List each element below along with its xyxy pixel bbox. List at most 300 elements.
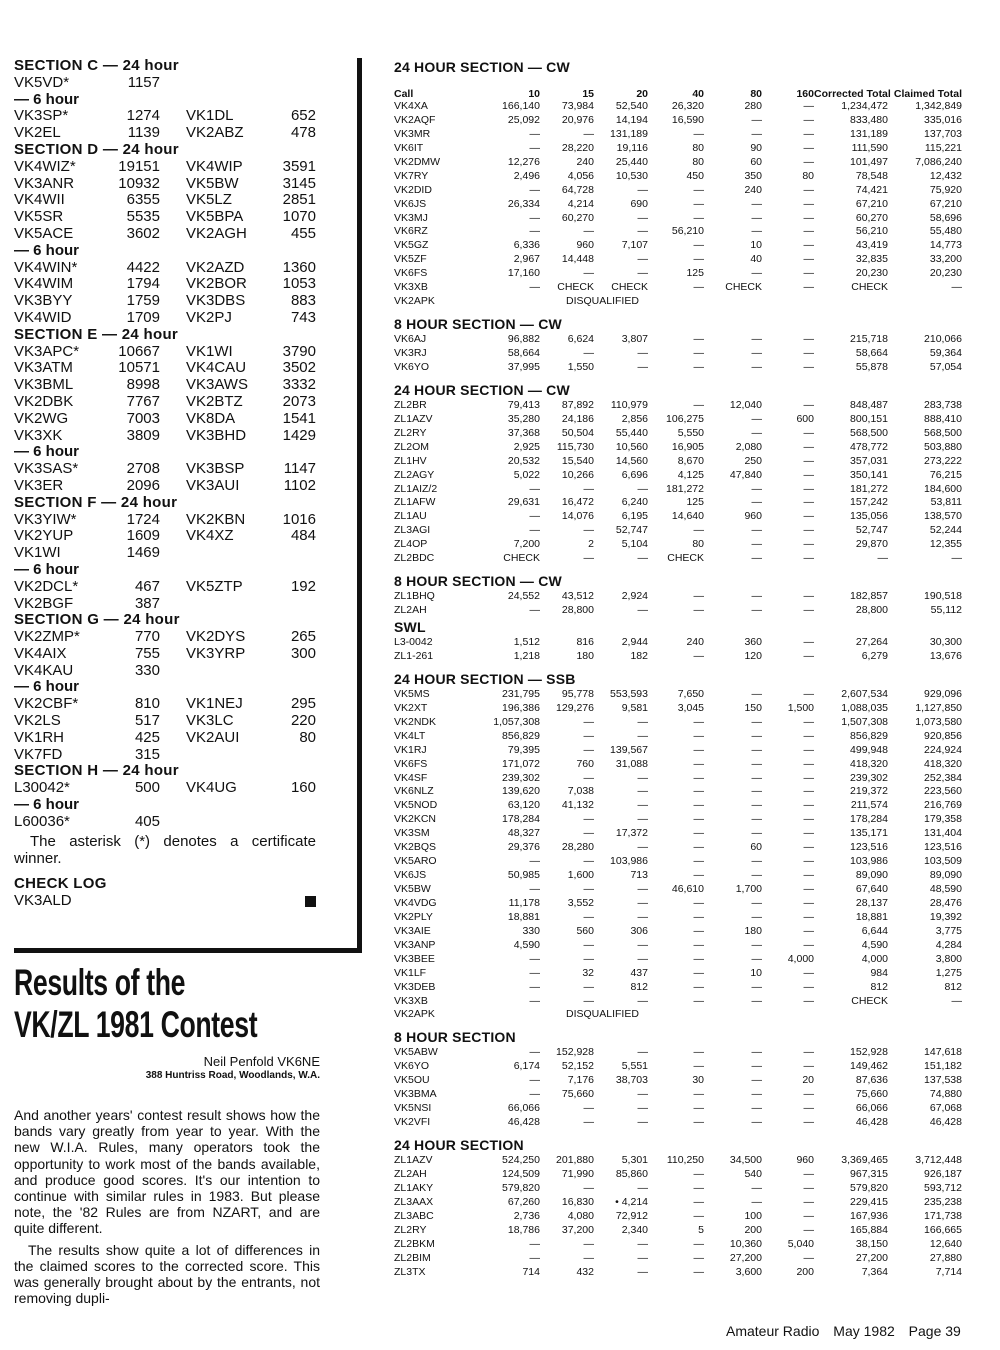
table-row xyxy=(394,455,966,469)
score-cell: 55,480 xyxy=(929,225,962,238)
score-cell: 239,302 xyxy=(850,771,888,784)
score-cell: 30 xyxy=(692,1074,704,1087)
score-cell: — xyxy=(583,938,594,951)
score-cell: 12,040 xyxy=(729,398,762,411)
score-cell: 48,590 xyxy=(929,883,962,895)
score-cell: — xyxy=(583,1102,594,1115)
check-log-heading: CHECK LOG xyxy=(14,874,107,892)
score-cell: 71,990 xyxy=(561,1167,594,1180)
score-cell: 9,581 xyxy=(621,701,648,714)
score-cell: 47,840 xyxy=(729,468,762,481)
score-cell: 14,560 xyxy=(615,454,648,467)
score-line xyxy=(14,461,360,478)
call-cell: VK6JS xyxy=(394,197,427,210)
subsection-heading xyxy=(14,679,360,696)
score-cell: 18,881 xyxy=(507,910,540,923)
results-section-title: 24 HOUR SECTION — CW xyxy=(394,59,570,75)
callsign: VK2ABZ xyxy=(186,124,244,142)
score-cell: 812 xyxy=(944,980,962,993)
score-cell: 28,220 xyxy=(561,141,594,154)
score-line xyxy=(14,629,360,646)
score-cell: — xyxy=(803,454,814,467)
score-cell: 48,327 xyxy=(507,827,540,840)
callsign: VK2LS xyxy=(14,712,61,730)
score-cell: 103,986 xyxy=(610,855,648,868)
score-cell: 58,664 xyxy=(855,347,888,359)
table-row xyxy=(394,981,966,995)
score: 425 xyxy=(134,728,160,746)
table-row xyxy=(394,604,966,618)
score-cell: — xyxy=(951,281,962,294)
score-cell: 273,222 xyxy=(924,454,962,467)
score: 330 xyxy=(134,661,160,679)
column-header: 10 xyxy=(528,88,540,100)
score-cell: — xyxy=(751,757,762,770)
score-cell: 856,829 xyxy=(850,729,888,742)
score-cell: 50,985 xyxy=(507,869,540,882)
score-cell: 100 xyxy=(744,1209,762,1222)
callsign: VK2DBK xyxy=(14,392,74,410)
score-cell: 26,334 xyxy=(507,197,540,210)
score-cell: — xyxy=(637,799,648,812)
call-cell: ZL2AGY xyxy=(394,468,435,481)
score-cell: — xyxy=(583,127,594,140)
disqualified-label: DISQUALIFIED xyxy=(566,1008,639,1021)
score-cell: — xyxy=(803,883,814,895)
table-row xyxy=(394,590,966,604)
callsign: VK4XZ xyxy=(186,527,234,545)
score-cell: — xyxy=(751,604,762,617)
score-cell: 216,769 xyxy=(924,799,962,812)
score-cell: — xyxy=(529,604,540,617)
score-cell: — xyxy=(693,799,704,812)
score-cell: 14,194 xyxy=(615,113,648,126)
score-cell: — xyxy=(803,649,814,662)
call-cell: ZL3AAX xyxy=(394,1195,434,1208)
score-cell: 79,395 xyxy=(507,743,540,756)
score-cell: 350,141 xyxy=(850,468,888,481)
score-cell: 125 xyxy=(686,496,704,509)
score-cell: 2,924 xyxy=(621,590,648,603)
results-section-title: 24 HOUR SECTION — CW xyxy=(394,381,570,398)
score-cell: — xyxy=(751,1074,762,1087)
callsign: VK2BTZ xyxy=(186,392,243,410)
callsign: VK5BPA xyxy=(186,208,244,226)
score-cell: 210,066 xyxy=(924,333,962,346)
page-footer xyxy=(726,1323,971,1339)
score: 2096 xyxy=(126,476,160,494)
score-cell: — xyxy=(693,743,704,756)
score-cell: — xyxy=(751,197,762,210)
callsign: L60036* xyxy=(14,812,70,830)
callsign: VK3SAS* xyxy=(14,460,79,478)
table-row xyxy=(394,827,966,841)
score-cell: — xyxy=(803,1116,814,1129)
table-row xyxy=(394,1060,966,1074)
score-cell: — xyxy=(751,211,762,224)
call-cell: VK2BQS xyxy=(394,841,437,854)
score-cell: 56,210 xyxy=(671,225,704,238)
score-cell: — xyxy=(693,1046,704,1059)
score-cell: — xyxy=(751,813,762,826)
score-cell: 33,200 xyxy=(929,253,962,266)
score-cell: 67,640 xyxy=(855,883,888,895)
callsign: VK4WID xyxy=(14,308,72,326)
callsign: VK3BSP xyxy=(186,460,245,478)
score-cell: — xyxy=(693,785,704,798)
score-cell: 1,700 xyxy=(735,883,762,895)
table-row xyxy=(394,1238,966,1252)
score-cell: 182,857 xyxy=(850,590,888,603)
score-cell: 16,905 xyxy=(671,440,704,453)
callsign: VK5BW xyxy=(186,174,239,192)
callsign: VK3BHD xyxy=(186,426,247,444)
score-cell: — xyxy=(637,813,648,826)
score-line xyxy=(14,596,360,613)
score-cell: 4,214 xyxy=(567,197,594,210)
score-cell: — xyxy=(751,855,762,868)
callsign: VK3DBS xyxy=(186,292,246,310)
table-row xyxy=(394,650,966,664)
score-cell: 167,936 xyxy=(850,1209,888,1222)
score-line xyxy=(14,646,360,663)
score-cell: — xyxy=(803,347,814,359)
score: 295 xyxy=(290,695,316,713)
score-cell: 4,284 xyxy=(935,938,962,951)
score-cell: — xyxy=(751,496,762,509)
call-cell: VK3BEE xyxy=(394,952,435,965)
score-cell: 5,104 xyxy=(621,538,648,551)
score-line xyxy=(14,528,360,545)
score-cell: — xyxy=(803,1195,814,1208)
score-cell: — xyxy=(529,1251,540,1264)
callsign: VK2EL xyxy=(14,124,61,142)
score-cell: — xyxy=(803,100,814,112)
score-line xyxy=(14,512,360,529)
score-cell: — xyxy=(637,267,648,280)
score-cell: 2,925 xyxy=(513,440,540,453)
table-row xyxy=(394,939,966,953)
score-cell: 568,500 xyxy=(850,426,888,439)
callsign: VK3ATM xyxy=(14,359,73,377)
table-row xyxy=(394,702,966,716)
score: 2073 xyxy=(282,392,316,410)
score-cell: — xyxy=(529,482,540,495)
score-cell: 75,920 xyxy=(929,183,962,196)
score-cell: — xyxy=(803,799,814,812)
column-header: Call xyxy=(394,88,414,100)
score: 1709 xyxy=(126,308,160,326)
score-cell: 7,714 xyxy=(935,1265,962,1278)
score-cell: 37,995 xyxy=(507,360,540,373)
subsection-heading-text: — 6 hour xyxy=(14,560,80,578)
score-cell: 50,504 xyxy=(561,426,594,439)
score-cell: 137,703 xyxy=(924,127,962,140)
score-cell: — xyxy=(693,347,704,359)
score-cell: 19,392 xyxy=(929,910,962,923)
callsign: VK1NEJ xyxy=(186,695,243,713)
table-row xyxy=(394,1168,966,1182)
score-cell: — xyxy=(693,333,704,346)
score-cell: — xyxy=(529,1237,540,1250)
score-cell: — xyxy=(529,183,540,196)
score-cell: 115,221 xyxy=(924,141,962,154)
score-cell: — xyxy=(751,552,762,565)
score-cell: 20,230 xyxy=(855,267,888,280)
call-cell: ZL2RY xyxy=(394,426,427,439)
score-cell: — xyxy=(803,994,814,1007)
score-cell: 67,210 xyxy=(855,197,888,210)
callsign: VK2DYS xyxy=(186,628,246,646)
score-cell: 478,772 xyxy=(850,440,888,453)
table-row xyxy=(394,253,966,267)
score-cell: — xyxy=(693,1060,704,1073)
score-cell: 2,080 xyxy=(735,440,762,453)
score-cell: 4,590 xyxy=(861,938,888,951)
score-cell: 89,090 xyxy=(855,869,888,882)
callsign: VK3LC xyxy=(186,712,234,730)
score-cell: 137,538 xyxy=(924,1074,962,1087)
score-cell: — xyxy=(803,827,814,840)
score: 5535 xyxy=(126,208,160,226)
score-cell: 60 xyxy=(750,155,762,168)
call-cell: ZL2RY xyxy=(394,1223,427,1236)
score-cell: — xyxy=(803,1102,814,1115)
score-cell: 27,264 xyxy=(855,636,888,648)
score-cell: 111,590 xyxy=(851,141,888,154)
score-cell: — xyxy=(693,197,704,210)
score-cell: 74,880 xyxy=(929,1088,962,1101)
score-cell: 16,472 xyxy=(561,496,594,509)
score-cell: — xyxy=(803,636,814,648)
score-line xyxy=(14,478,360,495)
score-cell: 27,880 xyxy=(929,1251,962,1264)
score-cell: — xyxy=(751,771,762,784)
score-cell: — xyxy=(693,1181,704,1194)
score-cell: — xyxy=(751,347,762,359)
score-cell: CHECK xyxy=(503,552,540,565)
score: 3591 xyxy=(282,157,316,175)
score-cell: • 4,214 xyxy=(615,1195,648,1208)
score-cell: — xyxy=(803,225,814,238)
score-cell: 816 xyxy=(576,636,594,648)
call-cell: ZL3AGI xyxy=(394,524,431,537)
callsign: VK2BOR xyxy=(186,275,247,293)
score-cell: 41,132 xyxy=(561,799,594,812)
table-row xyxy=(394,967,966,981)
score-cell: — xyxy=(529,1088,540,1101)
score-cell: 593,712 xyxy=(924,1181,962,1194)
score-cell: — xyxy=(751,785,762,798)
score-cell: — xyxy=(529,281,540,294)
score-cell: 215,718 xyxy=(850,333,888,346)
score: 1429 xyxy=(282,426,316,444)
score-cell: — xyxy=(637,896,648,909)
score-cell: 760 xyxy=(576,757,594,770)
article xyxy=(14,962,320,1311)
score-cell: — xyxy=(637,729,648,742)
score-cell: 3,775 xyxy=(935,924,962,937)
callsign: VK2DCL* xyxy=(14,577,79,595)
article-body xyxy=(14,1107,320,1306)
score-cell: — xyxy=(693,127,704,140)
column-header: 15 xyxy=(582,88,594,100)
score: 192 xyxy=(290,577,316,595)
score-cell: — xyxy=(693,938,704,951)
score-line xyxy=(14,108,360,125)
callsign: VK3BYY xyxy=(14,292,73,310)
score-cell: 139,620 xyxy=(502,785,540,798)
score-cell: 52,152 xyxy=(561,1060,594,1073)
score-cell: 96,882 xyxy=(507,333,540,346)
score-cell: — xyxy=(583,980,594,993)
score-cell: — xyxy=(583,1116,594,1129)
score-cell: — xyxy=(637,225,648,238)
score-cell: 3,800 xyxy=(935,952,962,965)
score-cell: — xyxy=(637,552,648,565)
score-cell: 147,618 xyxy=(924,1046,962,1059)
score-cell: 166,665 xyxy=(924,1223,962,1236)
call-cell: ZL2BKM xyxy=(394,1237,435,1250)
score-cell: 166,140 xyxy=(502,100,540,112)
score-cell: — xyxy=(803,687,814,700)
score-cell: 20,230 xyxy=(929,267,962,280)
score-cell: 7,038 xyxy=(567,785,594,798)
call-cell: VK2APK xyxy=(394,295,435,308)
score: 1053 xyxy=(282,275,316,293)
score-cell: 52,244 xyxy=(929,524,962,537)
score-cell: 129,276 xyxy=(556,701,594,714)
score-cell: — xyxy=(529,225,540,238)
call-cell: VK5MS xyxy=(394,687,430,700)
table-row xyxy=(394,267,966,281)
score-cell: — xyxy=(803,771,814,784)
table-row xyxy=(394,483,966,497)
score-cell: 57,054 xyxy=(929,360,962,373)
call-cell: VK3XB xyxy=(394,281,428,294)
score-cell: 85,860 xyxy=(615,1167,648,1180)
table-row xyxy=(394,170,966,184)
score-cell: 8,670 xyxy=(677,454,704,467)
score-cell: — xyxy=(803,281,814,294)
score-cell: 926,187 xyxy=(924,1167,962,1180)
score-cell: 14,640 xyxy=(671,510,704,523)
score-cell: — xyxy=(877,552,888,565)
score-cell: — xyxy=(751,729,762,742)
score-cell: 335,016 xyxy=(924,113,962,126)
callsign: VK2ZMP* xyxy=(14,628,80,646)
score-cell: — xyxy=(583,347,594,359)
score-cell: 5,022 xyxy=(513,468,540,481)
article-paragraph-2: The results show quite a lot of differences in the claimed scores to the corrected score. This was generally brought about by the entrants, not removing dupli- xyxy=(14,1241,320,1307)
table-row xyxy=(394,399,966,413)
call-cell: L3-0042 xyxy=(394,636,433,648)
call-cell: VK3BMA xyxy=(394,1088,437,1101)
score-cell: 90 xyxy=(750,141,762,154)
score-cell: — xyxy=(693,729,704,742)
score-cell: — xyxy=(803,910,814,923)
call-cell: VK6AJ xyxy=(394,333,427,346)
score-cell: 967,315 xyxy=(850,1167,888,1180)
score-cell: 960 xyxy=(576,239,594,252)
score-cell: 89,090 xyxy=(929,869,962,882)
score-cell: 178,284 xyxy=(502,813,540,826)
score: 10932 xyxy=(118,174,160,192)
score-cell: — xyxy=(751,412,762,425)
score: 10571 xyxy=(118,359,160,377)
score-cell: — xyxy=(583,952,594,965)
section-heading xyxy=(14,763,360,780)
score-cell: — xyxy=(529,883,540,895)
score-cell: 53,811 xyxy=(930,496,962,509)
table-header xyxy=(394,76,966,100)
callsign: VK2YUP xyxy=(14,527,74,545)
score: 1609 xyxy=(126,527,160,545)
callsign: VK3AWS xyxy=(186,376,248,394)
score-cell: — xyxy=(693,980,704,993)
score-cell: — xyxy=(693,924,704,937)
call-cell: ZL1BHQ xyxy=(394,590,435,603)
table-row xyxy=(394,413,966,427)
score-cell: 24,552 xyxy=(507,590,540,603)
score-cell: 10,530 xyxy=(615,169,648,182)
score-cell: — xyxy=(583,552,594,565)
section-heading xyxy=(14,327,360,344)
score-cell: — xyxy=(751,333,762,346)
subsection-heading xyxy=(14,92,360,109)
score-cell: 10,560 xyxy=(615,440,648,453)
callsign: VK8DA xyxy=(186,409,236,427)
score-cell: 184,600 xyxy=(924,482,962,495)
section-heading-text: SECTION D — 24 hour xyxy=(14,140,179,158)
callsign: VK4AIX xyxy=(14,644,67,662)
table-row xyxy=(394,1224,966,1238)
score-cell: 131,404 xyxy=(924,827,962,840)
call-cell: VK3MJ xyxy=(394,211,428,224)
score-cell: 72,912 xyxy=(615,1209,648,1222)
score: 3332 xyxy=(282,376,316,394)
score-cell: — xyxy=(529,855,540,868)
score-cell: — xyxy=(803,211,814,224)
call-cell: ZL1AZV xyxy=(394,1154,433,1166)
table-row xyxy=(394,1252,966,1266)
score-cell: 579,820 xyxy=(850,1181,888,1194)
score-cell: — xyxy=(751,1060,762,1073)
results-section-title: 8 HOUR SECTION xyxy=(394,1029,516,1046)
score-cell: 2,607,534 xyxy=(841,687,888,700)
score-cell: 11,178 xyxy=(508,896,540,909)
footer-issue: May 1982 xyxy=(833,1323,895,1339)
score-cell: 418,320 xyxy=(924,757,962,770)
table-row xyxy=(394,785,966,799)
score-cell: 180 xyxy=(576,649,594,662)
call-cell: VK6YO xyxy=(394,1060,430,1073)
callsign: VK5SR xyxy=(14,208,64,226)
score-cell: 5,301 xyxy=(621,1154,648,1166)
call-cell: VK5NOD xyxy=(394,799,438,812)
score-cell: — xyxy=(583,1237,594,1250)
score: 652 xyxy=(290,107,316,125)
score-cell: — xyxy=(583,827,594,840)
score-cell: — xyxy=(803,440,814,453)
score-cell: 123,516 xyxy=(850,841,888,854)
call-cell: VK2XT xyxy=(394,701,428,714)
subsection-heading xyxy=(14,797,360,814)
score-cell: — xyxy=(637,785,648,798)
call-cell: ZL3ABC xyxy=(394,1209,434,1222)
score-cell: 87,636 xyxy=(855,1074,888,1087)
score-cell: 43,419 xyxy=(855,239,888,252)
